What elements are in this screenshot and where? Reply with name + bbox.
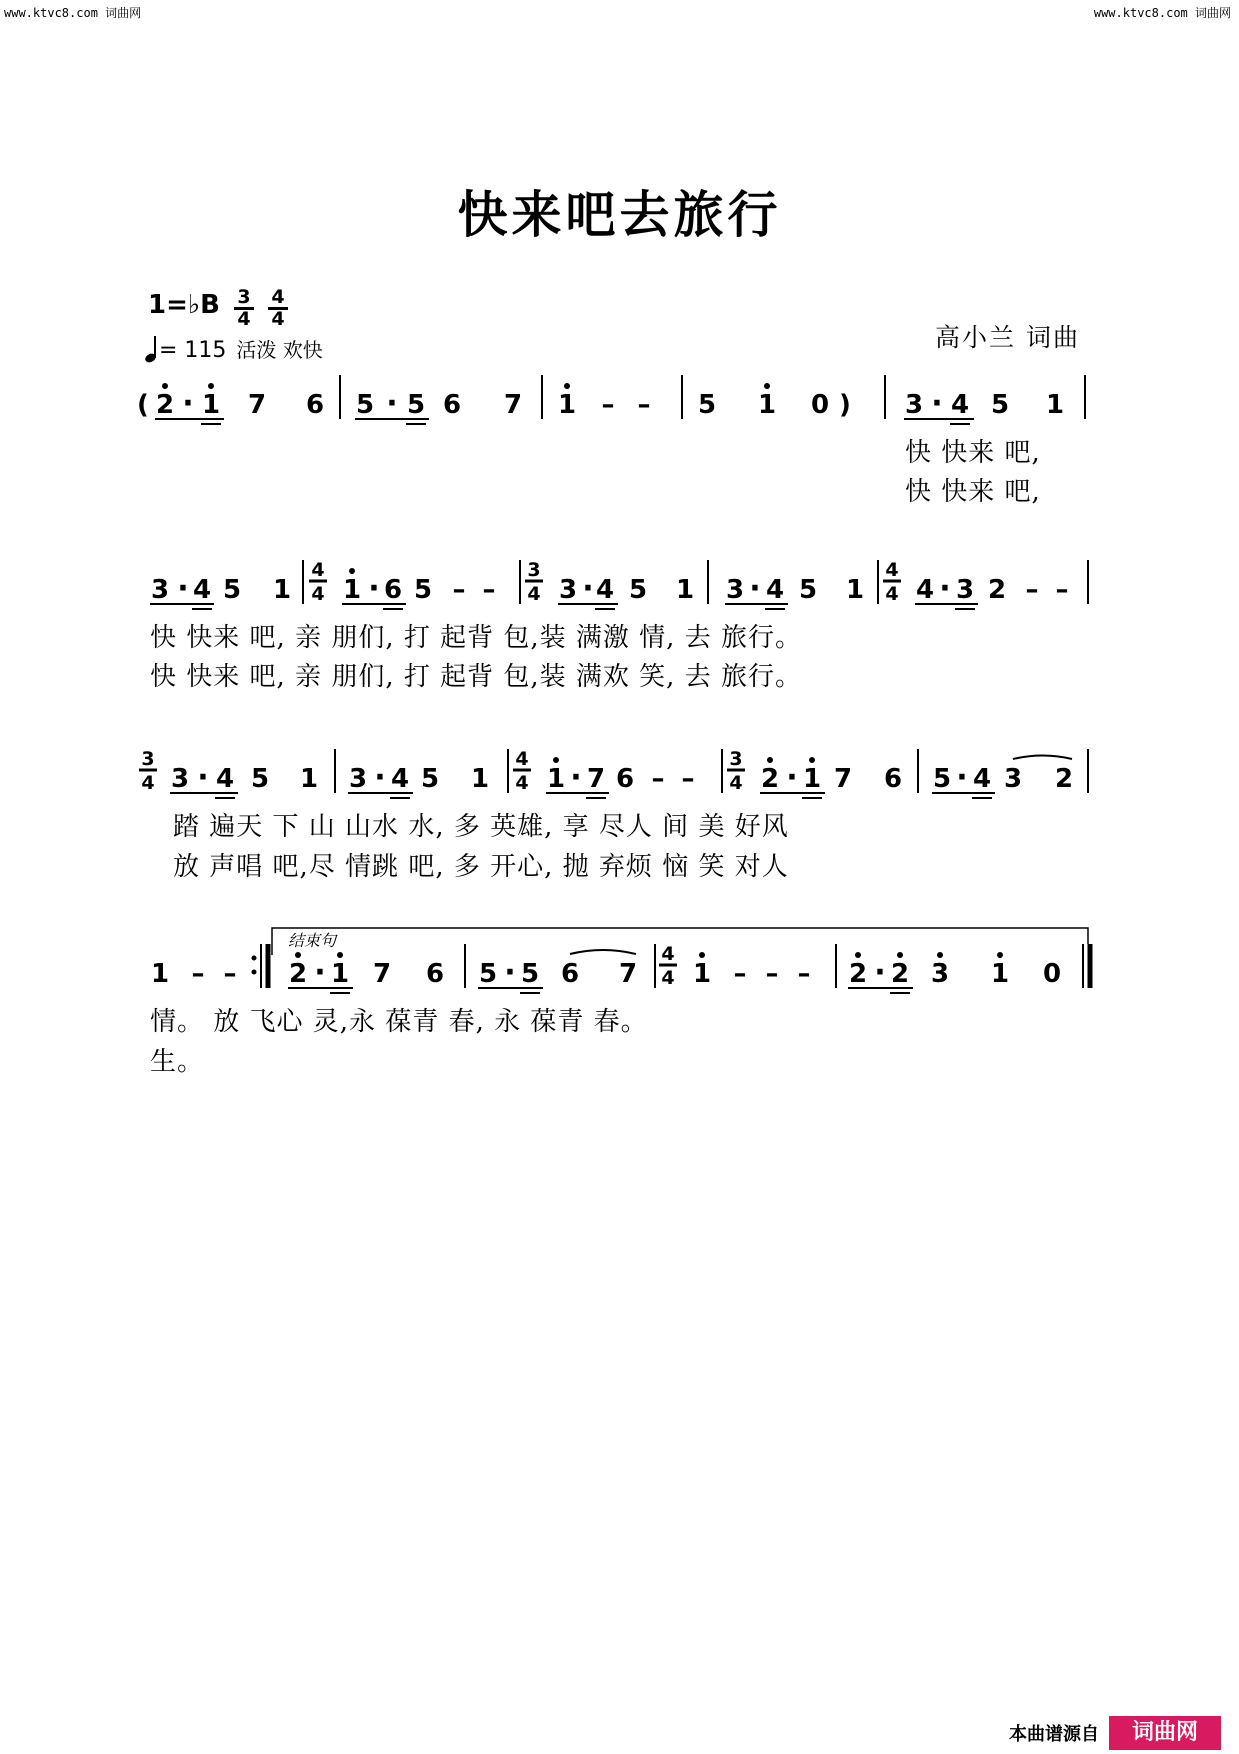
note: 5 xyxy=(420,764,440,794)
note: 5 xyxy=(697,390,717,420)
note: 3 xyxy=(558,575,578,605)
note: 2 xyxy=(1054,764,1074,794)
note: 4 xyxy=(915,575,935,605)
note: 3 xyxy=(904,390,924,420)
note: 5 xyxy=(355,390,375,420)
time-signature-bottom: 4 xyxy=(141,772,155,794)
lyric-line: 生。 xyxy=(150,1047,205,1077)
note: 4 xyxy=(950,390,970,420)
footer-source-label: 本曲谱源自 xyxy=(1009,1724,1099,1745)
note: 5 xyxy=(222,575,242,605)
note: · xyxy=(504,955,516,990)
note: 6 xyxy=(305,390,325,420)
dash: – xyxy=(765,959,779,989)
note: · xyxy=(177,571,189,606)
song-title: 快来吧去旅行 xyxy=(457,185,782,244)
note: 2 xyxy=(890,959,910,989)
octave-dot xyxy=(809,757,815,763)
note: · xyxy=(570,760,582,795)
note: 2 xyxy=(155,390,175,420)
note: 3 xyxy=(348,764,368,794)
note: 7 xyxy=(503,390,523,420)
note: 6 xyxy=(883,764,903,794)
dash: – xyxy=(601,390,615,420)
octave-dot xyxy=(349,568,355,574)
note: 1 xyxy=(1045,390,1065,420)
octave-dot xyxy=(937,952,943,958)
paren: ) xyxy=(839,390,851,420)
octave-dot xyxy=(897,952,903,958)
note: 5 xyxy=(520,959,540,989)
slur xyxy=(570,950,636,954)
note: 1 xyxy=(470,764,490,794)
note: 3 xyxy=(1003,764,1023,794)
note: 3 xyxy=(725,575,745,605)
time-signature-top: 4 xyxy=(311,559,325,581)
note: 2 xyxy=(987,575,1007,605)
note: · xyxy=(368,571,380,606)
octave-dot xyxy=(295,952,301,958)
note: · xyxy=(786,760,798,795)
note: 1 xyxy=(150,959,170,989)
tempo-mood: 活泼 欢快 xyxy=(236,338,323,362)
key-signature: 1=♭B xyxy=(148,290,220,320)
note: 5 xyxy=(990,390,1010,420)
lyric-line: 快 快来 吧, 亲 朋们, 打 起背 包,装 满欢 笑, 去 旅行。 xyxy=(150,662,802,692)
composer-credit: 高小兰 词曲 xyxy=(935,323,1080,352)
note: 1 xyxy=(330,959,350,989)
note: · xyxy=(874,955,886,990)
lyric-line: 放 声唱 吧,尽 情跳 吧, 多 开心, 抛 弃烦 恼 笑 对人 xyxy=(173,852,789,882)
note: 0 xyxy=(810,390,830,420)
lyric-line: 踏 遍天 下 山 山水 水, 多 英雄, 享 尽人 间 美 好风 xyxy=(173,812,789,842)
note: 5 xyxy=(413,575,433,605)
note: · xyxy=(956,760,968,795)
note: 2 xyxy=(760,764,780,794)
note: 3 xyxy=(930,959,950,989)
dash: – xyxy=(797,959,811,989)
note: 6 xyxy=(615,764,635,794)
note: 1 xyxy=(845,575,865,605)
note: 4 xyxy=(390,764,410,794)
time-signature-bottom: 4 xyxy=(885,583,899,605)
octave-dot xyxy=(855,952,861,958)
note: 2 xyxy=(848,959,868,989)
note: 7 xyxy=(618,959,638,989)
note: · xyxy=(374,760,386,795)
note: 1 xyxy=(675,575,695,605)
note: 7 xyxy=(372,959,392,989)
octave-dot xyxy=(162,383,168,389)
note: 4 xyxy=(765,575,785,605)
note: 1 xyxy=(272,575,292,605)
note: 3 xyxy=(955,575,975,605)
note: 1 xyxy=(342,575,362,605)
note: 6 xyxy=(383,575,403,605)
note: 1 xyxy=(299,764,319,794)
time-signature-bottom: 4 xyxy=(527,583,541,605)
octave-dot xyxy=(764,383,770,389)
note: · xyxy=(314,955,326,990)
lyric-line: 情。 放 飞心 灵,永 葆青 春, 永 葆青 春。 xyxy=(150,1007,648,1037)
dash: – xyxy=(637,390,651,420)
ending-label: 结束句 xyxy=(288,933,337,950)
paren: ( xyxy=(137,390,149,420)
time-signature-top: 3 xyxy=(527,559,541,581)
note: 1 xyxy=(557,390,577,420)
note: · xyxy=(939,571,951,606)
time-signature-3-4: 3 4 xyxy=(234,288,254,329)
note: 3 xyxy=(170,764,190,794)
dash: – xyxy=(1055,575,1069,605)
note: · xyxy=(582,571,594,606)
note: 5 xyxy=(406,390,426,420)
time-signature-bottom: 4 xyxy=(729,772,743,794)
time-signature-top: 4 xyxy=(515,748,529,770)
time-signature-bottom: 4 xyxy=(311,583,325,605)
octave-dot xyxy=(208,383,214,389)
note: 1 xyxy=(757,390,777,420)
time-signature-4-4: 4 4 xyxy=(268,288,288,329)
dash: – xyxy=(681,764,695,794)
note: 1 xyxy=(802,764,822,794)
note: 4 xyxy=(595,575,615,605)
octave-dot xyxy=(564,383,570,389)
note: 6 xyxy=(442,390,462,420)
time-signature-bottom: 4 xyxy=(661,967,675,989)
note: 5 xyxy=(628,575,648,605)
time-signature-top: 4 xyxy=(885,559,899,581)
header-right-watermark: www.ktvc8.com 词曲网 xyxy=(1093,6,1231,20)
note: 4 xyxy=(215,764,235,794)
dash: – xyxy=(1025,575,1039,605)
quarter-note-icon xyxy=(145,336,159,362)
note: 1 xyxy=(201,390,221,420)
lyric-line: 快 快来 吧, 亲 朋们, 打 起背 包,装 满激 情, 去 旅行。 xyxy=(150,623,802,653)
note: 2 xyxy=(288,959,308,989)
note: 3 xyxy=(150,575,170,605)
note: · xyxy=(182,386,194,421)
note: · xyxy=(197,760,209,795)
note: 1 xyxy=(990,959,1010,989)
lyric-line: 快 快来 吧, xyxy=(905,477,1041,507)
note: 5 xyxy=(250,764,270,794)
dash: – xyxy=(452,575,466,605)
note: 4 xyxy=(972,764,992,794)
note: 1 xyxy=(546,764,566,794)
repeat-dot xyxy=(252,970,257,975)
lyric-line: 快 快来 吧, xyxy=(905,438,1041,468)
note: 4 xyxy=(192,575,212,605)
repeat-dot xyxy=(252,956,257,961)
note: · xyxy=(749,571,761,606)
octave-dot xyxy=(699,952,705,958)
dash: – xyxy=(191,959,205,989)
octave-dot xyxy=(553,757,559,763)
octave-dot xyxy=(767,757,773,763)
footer-logo: 词曲网 xyxy=(1109,1716,1221,1750)
note: 6 xyxy=(425,959,445,989)
slur xyxy=(1013,756,1072,760)
note: · xyxy=(931,386,943,421)
time-signature-top: 3 xyxy=(729,748,743,770)
dash: – xyxy=(223,959,237,989)
note: 7 xyxy=(586,764,606,794)
ending-bracket xyxy=(272,928,1088,955)
note: · xyxy=(386,386,398,421)
time-signature-bottom: 4 xyxy=(515,772,529,794)
time-signature-top: 3 xyxy=(141,748,155,770)
time-signature-top: 4 xyxy=(661,943,675,965)
dash: – xyxy=(482,575,496,605)
note: 1 xyxy=(692,959,712,989)
note: 6 xyxy=(560,959,580,989)
tempo-marking xyxy=(145,334,323,363)
octave-dot xyxy=(997,952,1003,958)
note: 5 xyxy=(798,575,818,605)
tempo-value: = 115 xyxy=(159,338,227,363)
dash: – xyxy=(651,764,665,794)
octave-dot xyxy=(337,952,343,958)
dash: – xyxy=(733,959,747,989)
note: 7 xyxy=(833,764,853,794)
header-left-watermark: www.ktvc8.com 词曲网 xyxy=(4,6,142,20)
note: 5 xyxy=(932,764,952,794)
note: 0 xyxy=(1042,959,1062,989)
note: 5 xyxy=(478,959,498,989)
note: 7 xyxy=(247,390,267,420)
